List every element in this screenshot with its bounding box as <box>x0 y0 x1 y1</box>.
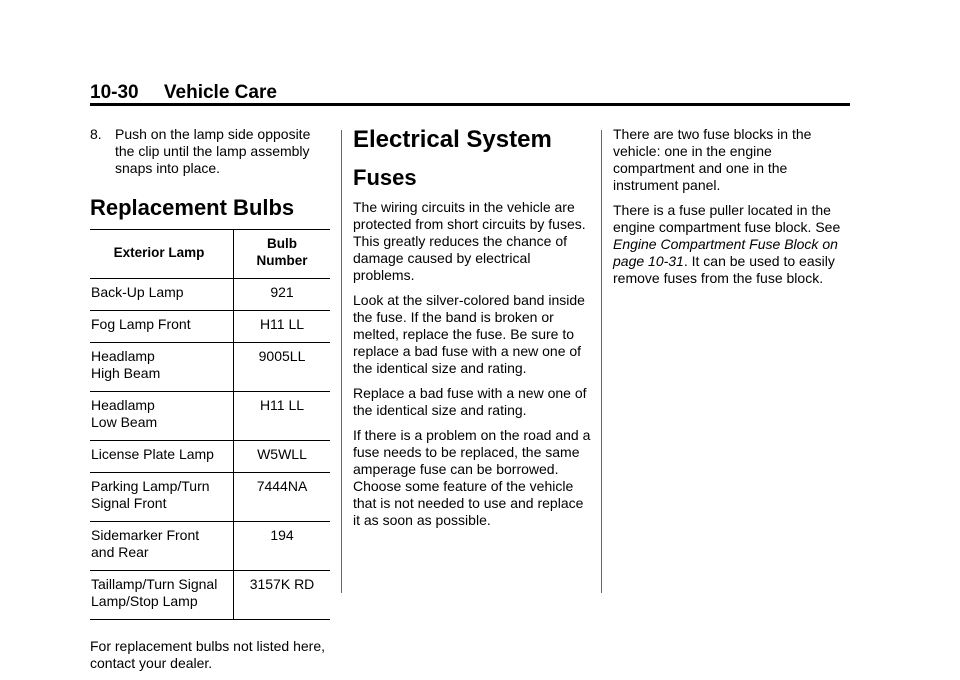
step-text: Push on the lamp side opposite the clip until the lamp assembly snaps into place. <box>115 126 311 176</box>
table-row <box>90 522 330 571</box>
bulb-cell: 3157K RD <box>234 571 331 620</box>
bulb-footnote: For replacement bulbs not listed here, contact your dealer. <box>90 638 326 671</box>
bulb-table <box>90 229 330 620</box>
lamp-cell: Sidemarker Front and Rear <box>90 522 234 571</box>
page-header <box>90 82 277 104</box>
lamp-cell: Headlamp High Beam <box>90 343 234 392</box>
fuses-paragraph: The wiring circuits in the vehicle are protected from short circuits by fuses. This greatly reduces the chance of damage caused by electrical problems. <box>353 199 586 283</box>
fuses-paragraph: Look at the silver-colored band inside the fuse. If the band is broken or melted, replace the fuse. Be sure to replace a bad fuse with a new one of the identical size and rating. <box>353 292 585 376</box>
fuse-blocks-paragraph: There are two fuse blocks in the vehicle: one in the engine compartment and one in the instrument panel. <box>613 126 812 193</box>
electrical-system-heading: Electrical System <box>353 126 552 153</box>
lamp-cell: Fog Lamp Front <box>90 311 234 343</box>
lamp-cell: Parking Lamp/Turn Signal Front <box>90 473 234 522</box>
bulb-cell: 194 <box>234 522 331 571</box>
fuse-puller-paragraph: There is a fuse puller located in the engine compartment fuse block. See Engine Compartment Fuse Block on page 10-31. It can be used to easily remove fuses from the fuse block. <box>613 202 841 286</box>
column-divider <box>341 130 342 593</box>
fuses-paragraph: Replace a bad fuse with a new one of the identical size and rating. <box>353 385 587 418</box>
bulb-cell: 921 <box>234 279 331 311</box>
table-row <box>90 392 330 441</box>
lamp-cell: Headlamp Low Beam <box>90 392 234 441</box>
bulb-cell: W5WLL <box>234 441 331 473</box>
bulb-cell: 9005LL <box>234 343 331 392</box>
column-1 <box>90 126 330 680</box>
table-row <box>90 343 330 392</box>
column-header-bulb: Bulb Number <box>234 230 331 279</box>
table-row <box>90 571 330 620</box>
column-header-lamp: Exterior Lamp <box>90 230 234 279</box>
column-divider <box>601 130 602 593</box>
column-3 <box>613 126 853 295</box>
bulb-cell: H11 LL <box>234 311 331 343</box>
lamp-cell: License Plate Lamp <box>90 441 234 473</box>
bulb-cell: 7444NA <box>234 473 331 522</box>
step-number: 8. <box>90 126 102 142</box>
fuses-heading: Fuses <box>353 165 417 190</box>
section-title: Vehicle Care <box>163 82 277 103</box>
table-header-row <box>90 230 330 279</box>
lamp-cell: Back-Up Lamp <box>90 279 234 311</box>
replacement-bulbs-heading: Replacement Bulbs <box>90 195 295 220</box>
cross-reference-link[interactable]: Engine Compartment Fuse Block on page 10-31 <box>613 236 838 269</box>
table-row <box>90 441 330 473</box>
page-number: 10-30 <box>90 82 139 103</box>
column-2 <box>353 126 593 537</box>
bulb-cell: H11 LL <box>234 392 331 441</box>
table-row <box>90 473 330 522</box>
table-row <box>90 311 330 343</box>
fuses-paragraph: If there is a problem on the road and a fuse needs to be replaced, the same amperage fuse can be borrowed. Choose some feature of the vehicle that is not needed to use and replace it as soon as possible. <box>353 427 591 528</box>
table-row <box>90 279 330 311</box>
lamp-cell: Taillamp/Turn Signal Lamp/Stop Lamp <box>90 571 234 620</box>
header-rule <box>90 103 850 106</box>
step-8 <box>90 126 330 177</box>
